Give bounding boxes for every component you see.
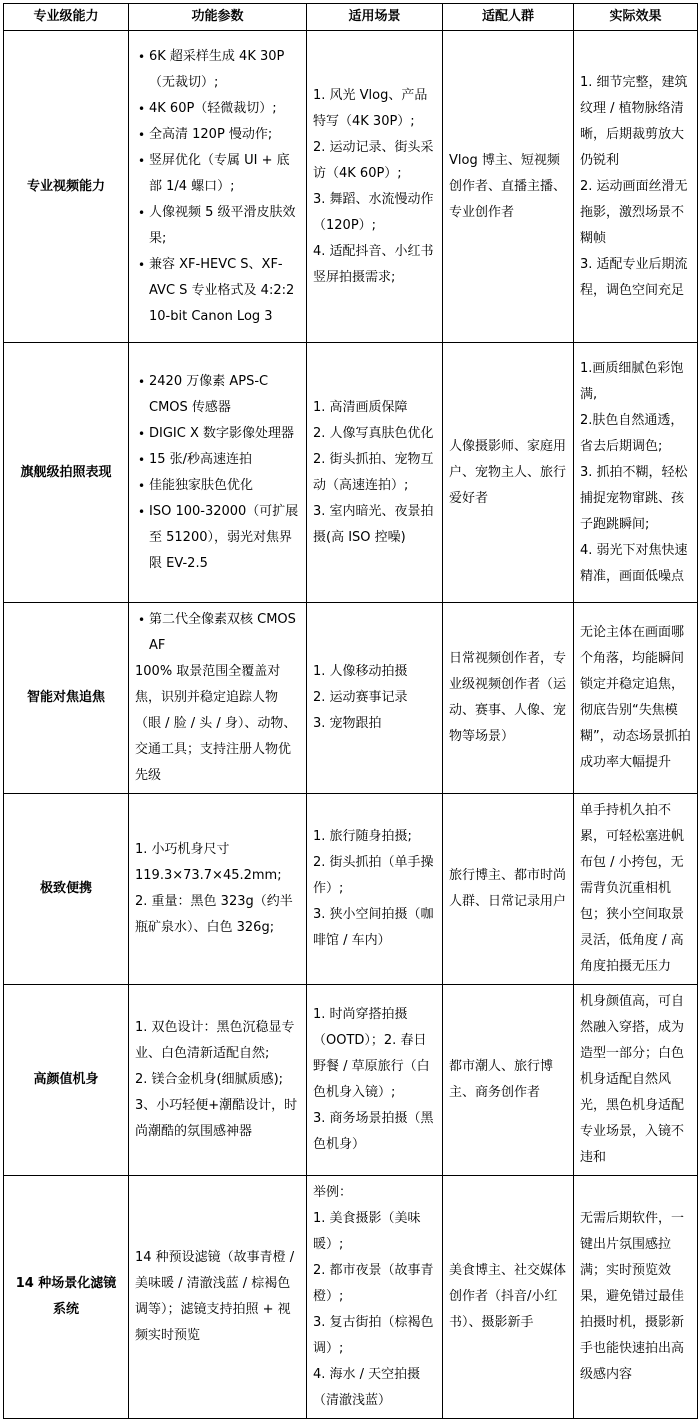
header-scenarios: 适用场景 — [307, 4, 443, 31]
capability-cell: 极致便携 — [4, 794, 129, 985]
effects-cell — [574, 985, 698, 1176]
scenario-line: 3. 室内暗光、夜景拍摄(高 ISO 控噪) — [313, 503, 434, 545]
scenario-line: 4. 海水 / 天空拍摄（清澈浅蓝） — [313, 1367, 421, 1408]
table-row — [4, 794, 698, 985]
params-list — [135, 607, 300, 659]
scenario-line: 1. 美食摄影（美味暖）; — [313, 1211, 421, 1252]
scenarios-cell — [307, 794, 443, 985]
scenario-line: 1. 旅行随身拍摄; — [313, 829, 412, 844]
table-row — [4, 31, 698, 343]
scenarios-cell — [307, 343, 443, 603]
params-item: • 6K 超采样生成 4K 30P （无裁切）; — [149, 44, 300, 96]
scenario-line: 2. 都市夜景（故事青橙）; — [313, 1263, 434, 1304]
scenarios-cell — [307, 985, 443, 1176]
params-item: • 竖屏优化（专属 UI + 底部 1/4 螺口）; — [149, 148, 300, 200]
scenario-line: 1. 时尚穿搭拍摄（OOTD）；2. 春日野餐 / 草原旅行（白色机身入镜）; — [313, 1007, 430, 1100]
capability-cell: 旗舰级拍照表现 — [4, 343, 129, 603]
scenario-line: 2. 运动记录、街头采访（4K 60P）; — [313, 139, 434, 181]
capability-cell: 14 种场景化滤镜系统 — [4, 1176, 129, 1419]
params-cell — [129, 1176, 307, 1419]
table-row — [4, 343, 698, 603]
effects-cell — [574, 603, 698, 794]
effect-line: 无需后期软件，一键出片氛围感拉满；实时预览效果，避免错过最佳拍摄时机，摄影新手也能快速拍出高级感内容 — [580, 1211, 685, 1382]
params-line: 100% 取景范围全覆盖对焦，识别并稳定追踪人物（眼 / 脸 / 头 / 身）、动物、交通工具；支持注册人物优先级 — [135, 664, 297, 783]
params-list — [135, 369, 300, 577]
params-line: 2. 重量：黑色 323g（约半瓶矿泉水）、白色 326g; — [135, 894, 293, 935]
scenario-line: 1. 风光 Vlog、产品特写（4K 30P）; — [313, 87, 428, 129]
capability-cell: 智能对焦追焦 — [4, 603, 129, 794]
params-line: 1. 小巧机身尺寸 119.3×73.7×45.2mm; — [135, 842, 282, 883]
effect-line: 1. 细节完整，建筑纹理 / 植物脉络清晰，后期裁剪放大仍锐利 — [580, 74, 688, 168]
params-cell — [129, 343, 307, 603]
params-item: • 4K 60P（轻微裁切）; — [149, 96, 300, 122]
effect-line: 2.肤色自然通透，省去后期调色; — [580, 412, 684, 454]
scenario-line: 3. 复古街拍（棕褐色调）; — [313, 1315, 434, 1356]
table-header-row — [4, 4, 698, 31]
params-cell — [129, 31, 307, 343]
params-item: • 15 张/秒高速连拍 — [149, 447, 300, 473]
audience-cell: 都市潮人、旅行博主、商务创作者 — [443, 985, 574, 1176]
params-cell — [129, 794, 307, 985]
capability-cell: 高颜值机身 — [4, 985, 129, 1176]
table-row — [4, 985, 698, 1176]
scenario-line: 举例： — [313, 1185, 353, 1200]
params-item: • 佳能独家肤色优化 — [149, 473, 300, 499]
scenario-line: 1. 高清画质保障 — [313, 399, 408, 415]
params-item: • ISO 100-32000（可扩展至 51200），弱光对焦界限 EV-2.5 — [149, 499, 300, 577]
capability-cell: 专业视频能力 — [4, 31, 129, 343]
header-params: 功能参数 — [129, 4, 307, 31]
effects-cell — [574, 1176, 698, 1419]
header-capability: 专业级能力 — [4, 4, 129, 31]
header-audience: 适配人群 — [443, 4, 574, 31]
scenarios-cell — [307, 1176, 443, 1419]
scenario-line: 2. 街头抓拍、宠物互动（高速连拍）; — [313, 451, 434, 493]
audience-cell: 旅行博主、都市时尚人群、日常记录用户 — [443, 794, 574, 985]
effect-line: 2. 运动画面丝滑无拖影，激烈场景不糊帧 — [580, 178, 688, 246]
scenario-line: 2. 人像写真肤色优化 — [313, 425, 434, 441]
effects-cell — [574, 794, 698, 985]
params-item: • DIGIC X 数字影像处理器 — [149, 421, 300, 447]
params-item: • 2420 万像素 APS-C CMOS 传感器 — [149, 369, 300, 421]
effect-line: 3. 适配专业后期流程，调色空间充足 — [580, 256, 688, 298]
audience-cell: 美食博主、社交媒体创作者（抖音/小红书）、摄影新手 — [443, 1176, 574, 1419]
scenario-line: 3. 商务场景拍摄（黑色机身） — [313, 1111, 434, 1152]
params-item: • 人像视频 5 级平滑皮肤效果; — [149, 200, 300, 252]
scenario-line: 3. 舞蹈、水流慢动作（120P）; — [313, 191, 434, 233]
header-effects: 实际效果 — [574, 4, 698, 31]
scenarios-cell — [307, 603, 443, 794]
table-row — [4, 603, 698, 794]
params-item: • 全高清 120P 慢动作; — [149, 122, 300, 148]
params-cell — [129, 603, 307, 794]
table-row — [4, 1176, 698, 1419]
audience-cell: 日常视频创作者，专业级视频创作者（运动、赛事、人像、宠物等场景） — [443, 603, 574, 794]
params-line: 2. 镁合金机身(细腻质感); — [135, 1072, 284, 1087]
spec-table — [3, 3, 698, 1419]
params-line: 14 种预设滤镜（故事青橙 / 美味暖 / 清澈浅蓝 / 棕褐色调等）；滤镜支持拍照 + 视频实时预览 — [135, 1250, 295, 1343]
scenarios-cell — [307, 31, 443, 343]
params-cell — [129, 985, 307, 1176]
audience-cell: 人像摄影师、家庭用户、宠物主人、旅行爱好者 — [443, 343, 574, 603]
scenario-line: 3. 宠物跟拍 — [313, 716, 382, 731]
params-line: 3、小巧轻便+潮酷设计，时尚潮酷的氛围感神器 — [135, 1098, 298, 1139]
params-list — [135, 44, 300, 330]
effects-cell — [574, 343, 698, 603]
scenario-line: 3. 狭小空间拍摄（咖啡馆 / 车内） — [313, 907, 434, 948]
scenario-line: 1. 人像移动拍摄 — [313, 664, 408, 679]
params-item: • 兼容 XF-HEVC S、XF-AVC S 专业格式及 4:2:2 10-bit Canon Log 3 — [149, 252, 300, 330]
effect-line: 3. 抓拍不糊，轻松捕捉宠物窜跳、孩子跑跳瞬间; — [580, 464, 688, 532]
scenario-line: 2. 运动赛事记录 — [313, 690, 408, 705]
effects-cell — [574, 31, 698, 343]
scenario-line: 2. 街头抓拍（单手操作）; — [313, 855, 434, 896]
effect-line: 机身颜值高，可自然融入穿搭，成为造型一部分；白色机身适配自然风光，黑色机身适配专业场景，入镜不违和 — [580, 994, 685, 1165]
effect-line: 无论主体在画面哪个角落，均能瞬间锁定并稳定追焦，彻底告别“失焦模糊”，动态场景抓拍成功率大幅提升 — [580, 625, 691, 770]
params-item: • 第二代全像素双核 CMOS AF — [149, 607, 300, 659]
effect-line: 单手持机久拍不累，可轻松塞进帆布包 / 小挎包，无需背负沉重相机包；狭小空间取景灵活，低角度 / 高角度拍摄无压力 — [580, 803, 685, 974]
effect-line: 4. 弱光下对焦快速精准，画面低噪点 — [580, 542, 688, 584]
scenario-line: 4. 适配抖音、小红书竖屏拍摄需求; — [313, 243, 434, 285]
audience-cell: Vlog 博主、短视频创作者、直播主播、专业创作者 — [443, 31, 574, 343]
params-line: 1. 双色设计：黑色沉稳显专业、白色清新适配自然; — [135, 1020, 295, 1061]
effect-line: 1.画质细腻色彩饱满, — [580, 360, 684, 402]
